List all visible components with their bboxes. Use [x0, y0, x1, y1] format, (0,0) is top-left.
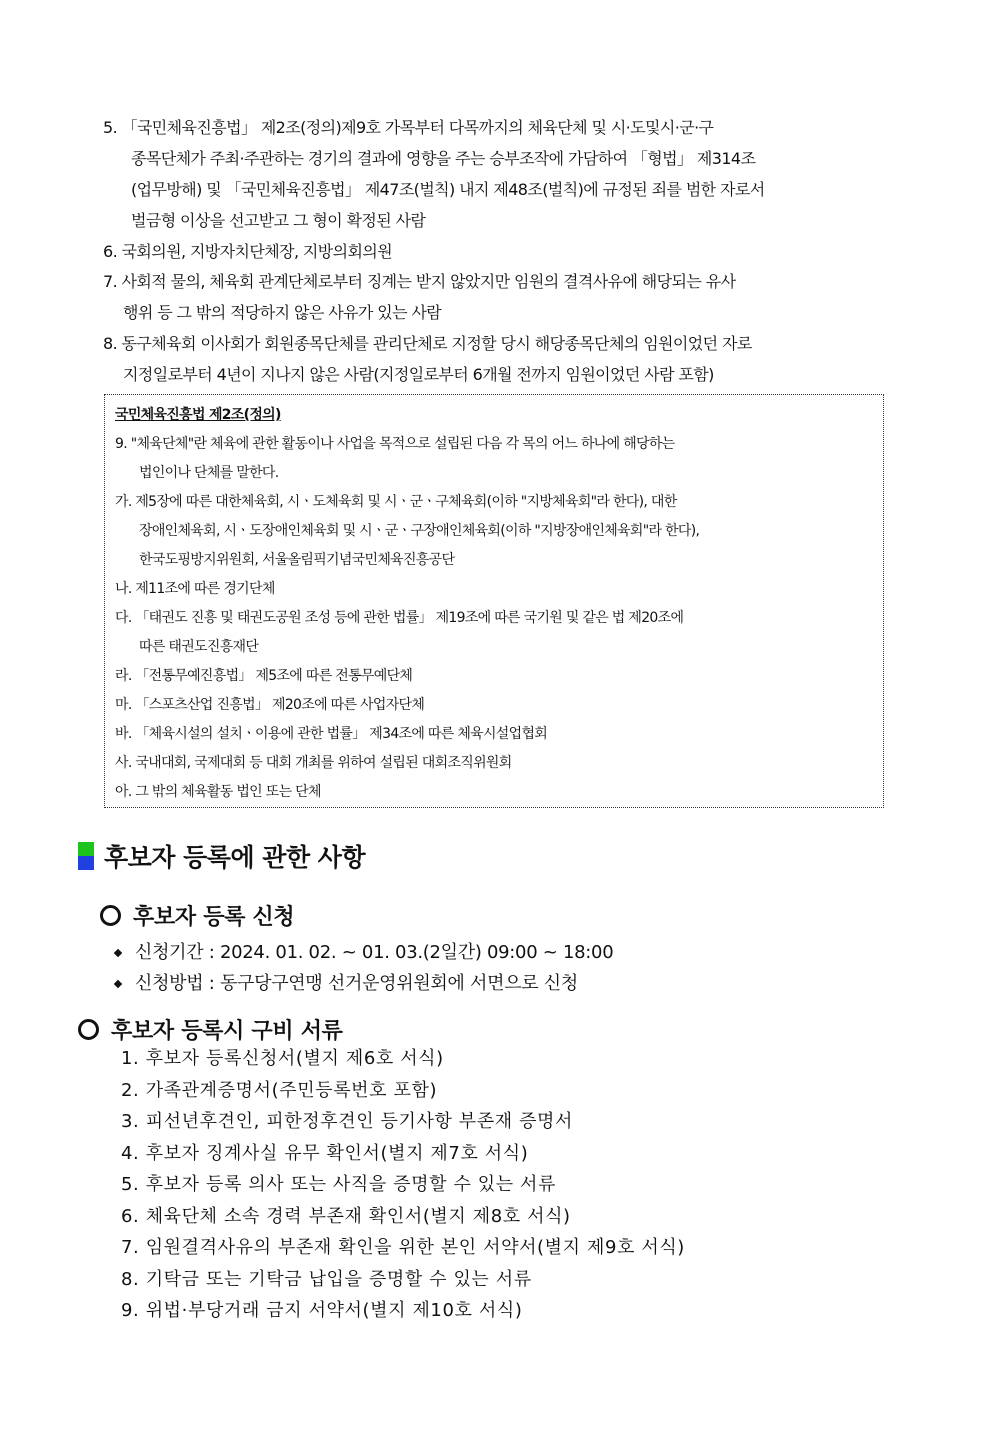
- application-period: 신청기간 : 2024. 01. 02. ~ 01. 03.(2일간) 09:00 ~ 18:00: [135, 942, 614, 963]
- law-quote-line: 9. "체육단체"란 체육에 관한 활동이나 사업을 목적으로 설립된 다음 각 목의 어느 하나에 해당하는: [115, 436, 675, 452]
- criteria-line: 5. 「국민체육진흥법」 제2조(정의)제9호 가목부터 다목까지의 체육단체 및 시·도및시·군·구: [103, 118, 714, 137]
- law-quote-line: 마. 「스포츠산업 진흥법」 제20조에 따른 사업자단체: [115, 697, 425, 713]
- law-quote-line: 아. 그 밖의 체육활동 법인 또는 단체: [115, 784, 321, 800]
- criteria-line: 8. 동구체육회 이사회가 회원종목단체를 관리단체로 지정할 당시 해당종목단체의 임원이었던 자로: [103, 334, 752, 353]
- criteria-line: 6. 국회의원, 지방자치단체장, 지방의회의원: [103, 242, 393, 261]
- diamond-bullet-icon: [114, 948, 122, 956]
- law-quote-line: 다. 「태권도 진흥 및 태권도공원 조성 등에 관한 법률」 제19조에 따른 국기원 및 같은 법 제20조에: [115, 610, 684, 626]
- documents-list: [121, 1043, 685, 1327]
- section-marker-icon: [78, 842, 94, 870]
- criteria-line: 7. 사회적 물의, 체육회 관계단체로부터 징계는 받지 않았지만 임원의 결격사유에 해당되는 유사: [103, 272, 736, 291]
- law-quote-line: 사. 국내대회, 국제대회 등 대회 개최를 위하여 설립된 대회조직위원회: [115, 755, 512, 771]
- diamond-bullet-icon: [114, 979, 122, 987]
- criteria-line: (업무방해) 및 「국민체육진흥법」 제47조(벌칙) 내지 제48조(벌칙)에 규정된 죄를 범한 자로서: [131, 180, 765, 199]
- list-item: 5. 후보자 등록 의사 또는 사직을 증명할 수 있는 서류: [121, 1174, 557, 1195]
- application-title: 후보자 등록 신청: [133, 905, 295, 930]
- law-quote-line: 한국도핑방지위원회, 서울올림픽기념국민체육진흥공단: [139, 552, 455, 568]
- list-item: [113, 968, 613, 999]
- criteria-item-7: [103, 266, 903, 328]
- law-quote-line: 나. 제11조에 따른 경기단체: [115, 581, 275, 597]
- list-item: 4. 후보자 징계사실 유무 확인서(별지 제7호 서식): [121, 1142, 529, 1164]
- list-item: 1. 후보자 등록신청서(별지 제6호 서식): [121, 1048, 444, 1069]
- criteria-line: 지정일로부터 4년이 지나지 않은 사람(지정일로부터 6개월 전까지 임원이었던 사람 포함): [123, 365, 714, 384]
- list-item: 7. 임원결격사유의 부존재 확인을 위한 본인 서약서(별지 제9호 서식): [121, 1237, 685, 1258]
- list-item: [113, 937, 613, 968]
- criteria-item-8: [103, 328, 903, 390]
- law-quote-line: 라. 「전통무예진흥법」 제5조에 따른 전통무예단체: [115, 668, 413, 684]
- documents-title: 후보자 등록시 구비 서류: [111, 1019, 343, 1044]
- section-header: [78, 838, 365, 874]
- law-quote-line: 가. 제5장에 따른 대한체육회, 시ㆍ도체육회 및 시ㆍ군ㆍ구체육회(이하 "지방체육회"라 한다), 대한: [115, 494, 677, 510]
- list-item: 8. 기탁금 또는 기탁금 납입을 증명할 수 있는 서류: [121, 1268, 532, 1290]
- list-item: 3. 피선년후견인, 피한정후견인 등기사항 부존재 증명서: [121, 1111, 574, 1132]
- circle-bullet-icon: [100, 905, 121, 926]
- law-quote-line: 장애인체육회, 시ㆍ도장애인체육회 및 시ㆍ군ㆍ구장애인체육회(이하 "지방장애인체육회"라 한다),: [139, 523, 700, 539]
- law-quote-line: 따른 태권도진흥재단: [139, 639, 259, 655]
- application-list: [113, 937, 613, 999]
- criteria-line: 벌금형 이상을 선고받고 그 형이 확정된 사람: [131, 211, 426, 230]
- list-item: 9. 위법·부당거래 금지 서약서(별지 제10호 서식): [121, 1300, 523, 1321]
- application-method: 신청방법 : 동구당구연맹 선거운영위원회에 서면으로 신청: [135, 973, 578, 994]
- application-heading: [100, 900, 294, 931]
- criteria-line: 종목단체가 주최·주관하는 경기의 결과에 영향을 주는 승부조작에 가담하여 「형법」 제314조: [131, 149, 756, 168]
- law-quote-box: [104, 394, 884, 808]
- law-quote-line: 법인이나 단체를 말한다.: [139, 465, 279, 481]
- criteria-line: 행위 등 그 밖의 적당하지 않은 사유가 있는 사람: [123, 303, 442, 322]
- section-title: 후보자 등록에 관한 사항: [104, 843, 366, 872]
- criteria-item-6: [103, 236, 903, 267]
- law-quote-line: 바. 「체육시설의 설치ㆍ이용에 관한 법률」 제34조에 따른 체육시설업협회: [115, 726, 548, 742]
- list-item: 2. 가족관계증명서(주민등록번호 포함): [121, 1079, 438, 1101]
- criteria-item-5: [103, 112, 903, 236]
- law-quote-title: 국민체육진흥법 제2조(정의): [115, 407, 281, 423]
- documents-heading: [78, 1014, 343, 1045]
- circle-bullet-icon: [78, 1019, 99, 1040]
- list-item: 6. 체육단체 소속 경력 부존재 확인서(별지 제8호 서식): [121, 1205, 571, 1227]
